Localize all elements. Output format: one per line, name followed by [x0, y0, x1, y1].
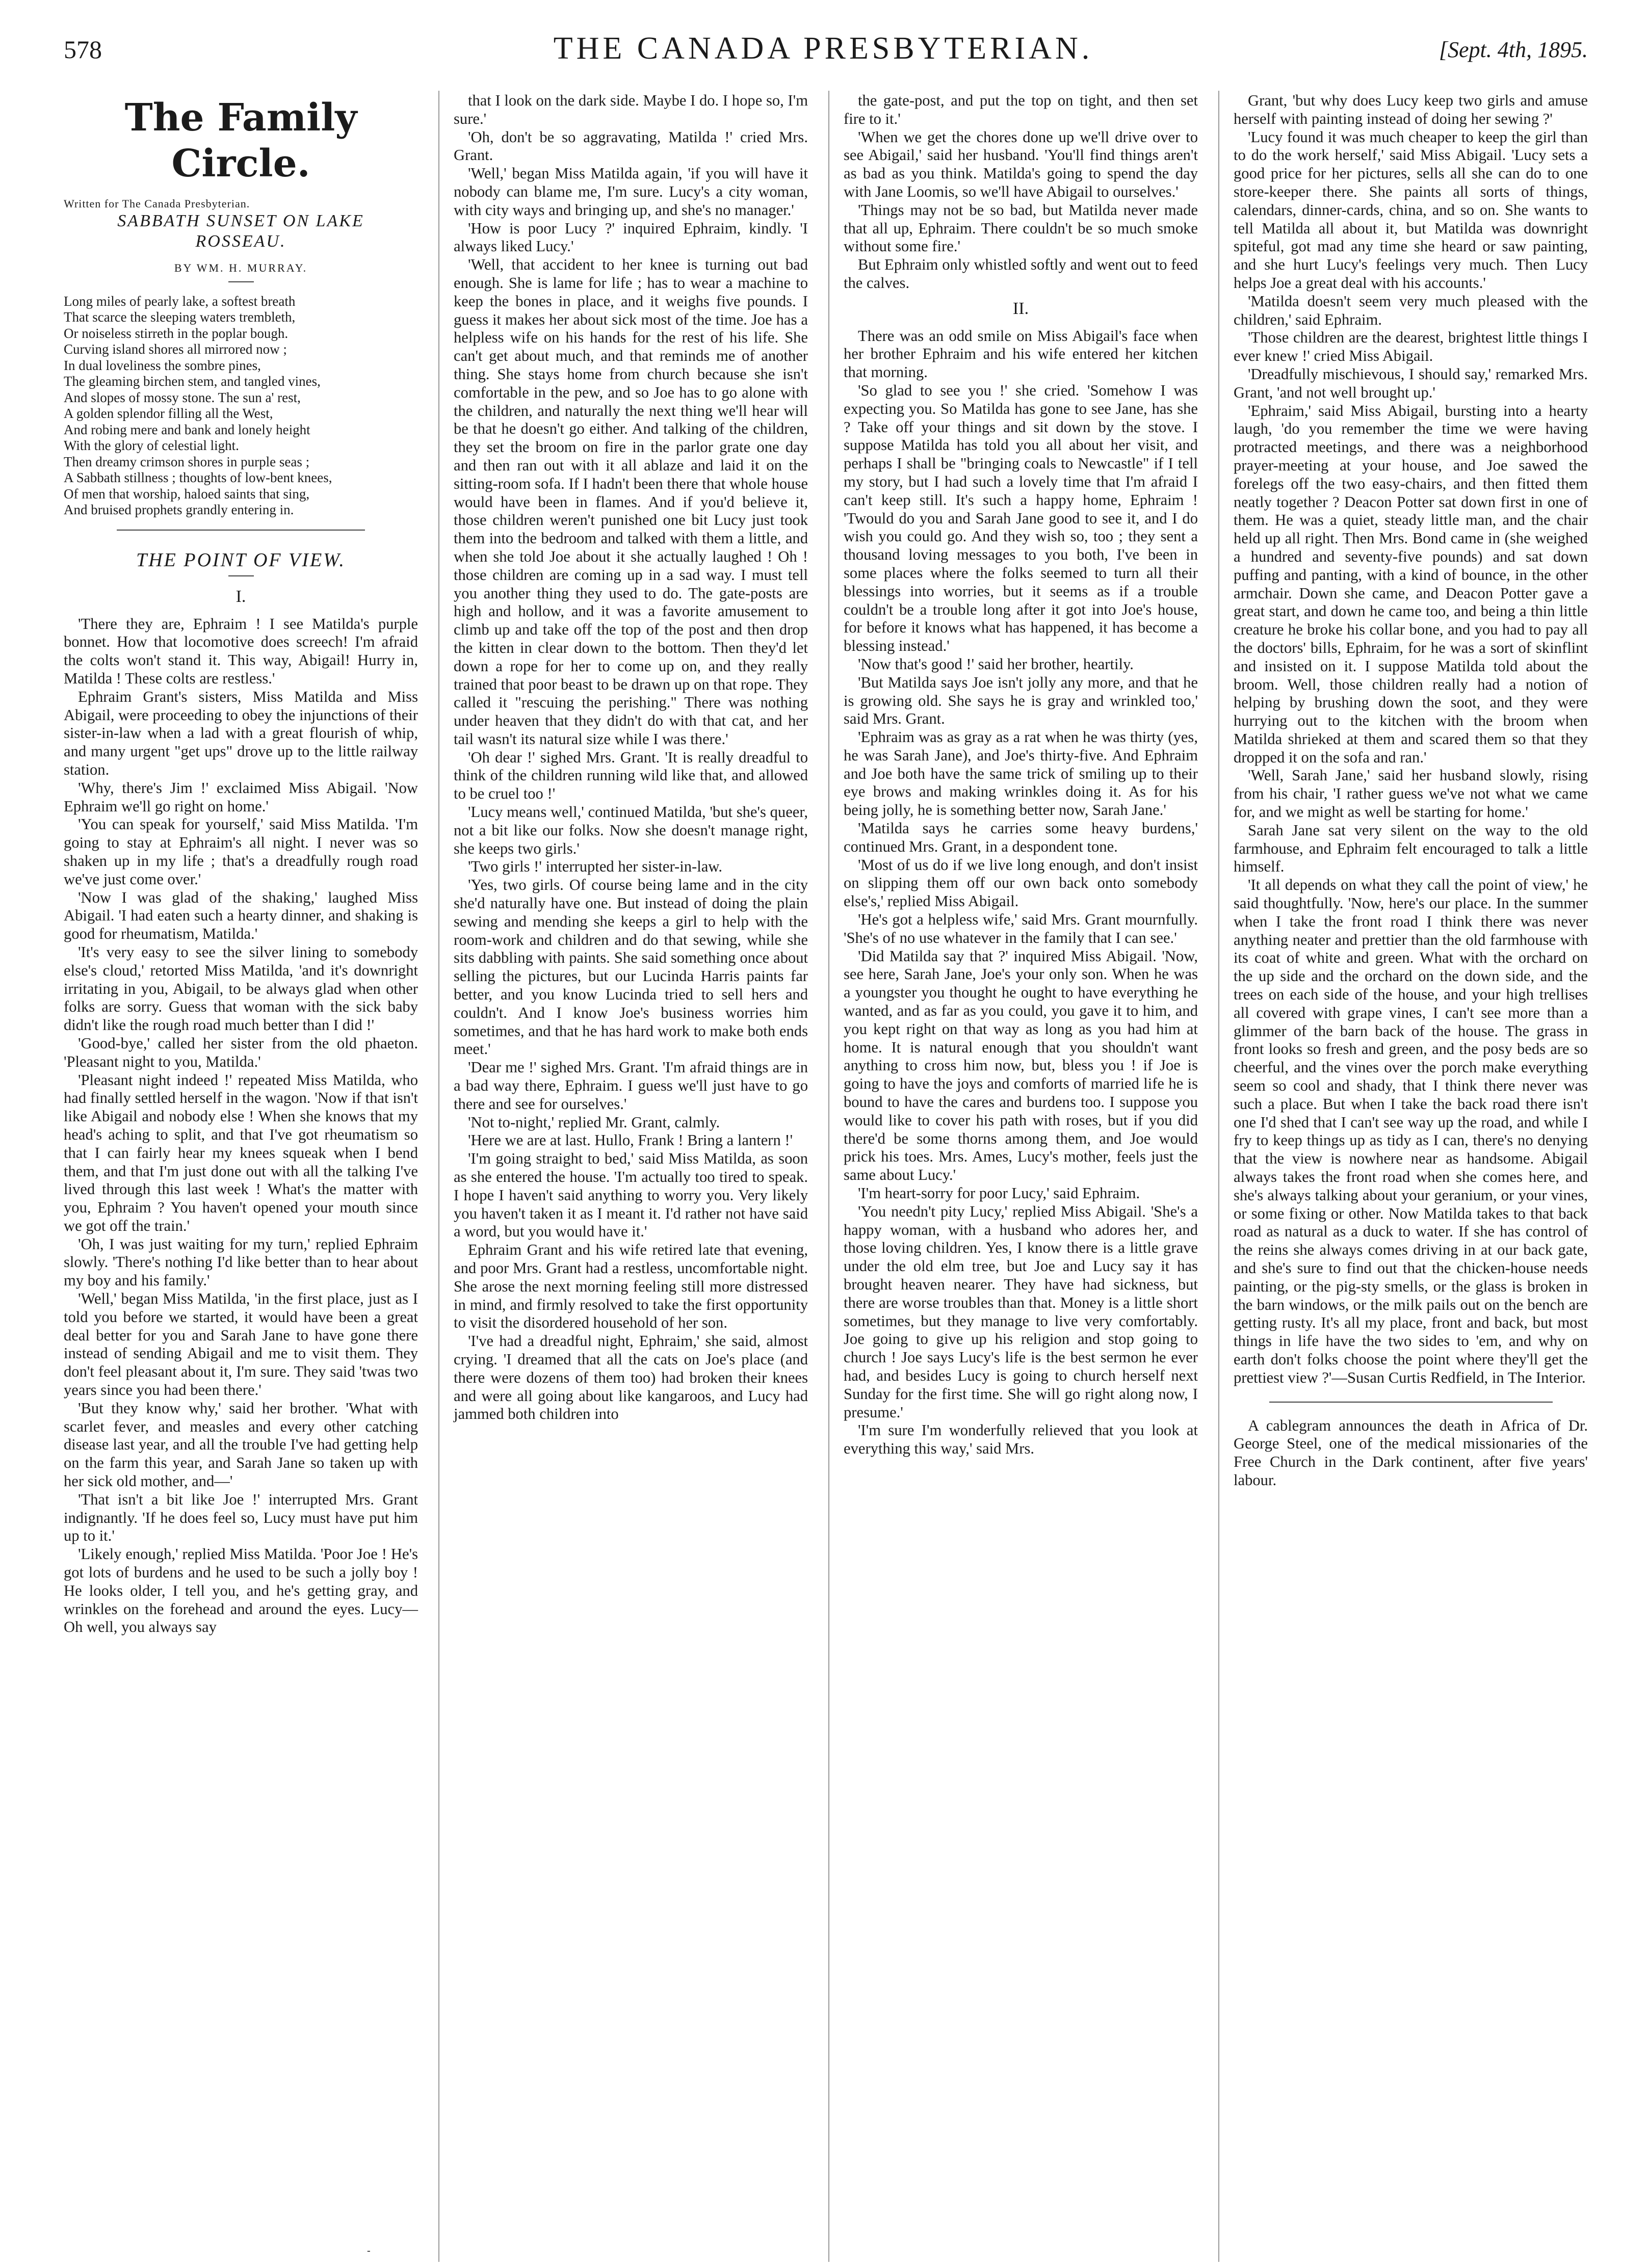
paragraph: the gate-post, and put the top on tight, and then set fire to it.': [844, 92, 1198, 127]
paragraph: 'Oh dear !' sighed Mrs. Grant. 'It is really dreadful to think of the children running wild like that, and allowed to be cruel too !': [454, 748, 808, 803]
paragraph: 'He's got a helpless wife,' said Mrs. Grant mournfully. 'She's of no use whatever in the family that I can see.': [844, 911, 1198, 946]
column-text: [844, 327, 1198, 1458]
poem-line: A Sabbath stillness ; thoughts of low-bent knees,: [64, 470, 332, 486]
paragraph: 'Yes, two girls. Of course being lame and in the city she'd naturally have one. But instead of doing the plain sewing and mending she keeps a girl to help with the room-work and children and do that sewing, while she sits dabbling with paints. She said something once about selling the pictures, but our Lucinda Harris paints far better, and you know Lucinda tried to sell hers and couldn't. And I know Joe's business worries him sometimes, and that he has hard work to make both ends meet.': [454, 876, 808, 1058]
news-note: A cablegram announces the death in Africa of Dr. George Steel, one of the medical missionaries of the Free Church in the Dark continent, after five years' labour.: [1234, 1416, 1588, 1489]
paragraph: 'Lucy means well,' continued Matilda, 'but she's queer, not a bit like our folks. Now she doesn't manage right, she keeps two girls.': [454, 803, 808, 857]
poem-line: And bruised prophets grandly entering in.: [64, 502, 294, 518]
paragraph: 'Ephraim was as gray as a rat when he was thirty (yes, he was Sarah Jane), and Joe's thirty-five. And Ephraim and Joe both have the same trick of smiling up to their eye brows and making wrinkles doing it. As for his being jolly, he is something better now, Sarah Jane.': [844, 728, 1198, 819]
paragraph: 'Ephraim,' said Miss Abigail, bursting into a hearty laugh, 'do you remember the time we were having protracted meetings, and there was a neighborhood prayer-meeting at your house, and Joe sawed the forelegs off the two easy-chairs, and then fitted them neatly together ? Deacon Potter sat down first in one of them. He was a quiet, steady little man, and the chair held up all right. Then Mrs. Bond came in (she weighed a hundred and seventy-five pounds) and sat down puffing and panting, with a kind of bounce, in the other armchair. Down she came, and Deacon Potter gave a great start, and down he came too, and being a thin little creature he broke his collar bone, and you had to pay all the doctors' bills, Ephraim, for he was a sort of skinflint and insisted on it. I suppose Matilda told about the broom. Well, those children really had a notion of helping by brushing down the soot, and they were hurrying out to the kitchen with the broom when Matilda shrieked at them and scared them so that they dropped it on the sofa and ran.': [1234, 402, 1588, 766]
paragraph: 'Well,' began Miss Matilda, 'in the first place, just as I told you before we started, it would have been a great deal better for you and Sarah Jane to have gone there instead of sending Abigail and me to visit them. They don't feel pleasant about it, I'm sure. They said 'twas two years since you had been there.': [64, 1290, 418, 1399]
page-number: 578: [64, 35, 102, 64]
paragraph: 'I'm heart-sorry for poor Lucy,' said Ephraim.: [858, 1184, 1140, 1202]
section-divider: [1269, 1402, 1553, 1403]
poem-byline: BY WM. H. MURRAY.: [174, 261, 308, 274]
story-title: THE POINT OF VIEW.: [136, 549, 346, 571]
paragraph: Sarah Jane sat very silent on the way to the old farmhouse, and Ephraim felt encouraged to talk a little himself.: [1234, 821, 1588, 876]
paragraph: Ephraim Grant's sisters, Miss Matilda and Miss Abigail, were proceeding to obey the injunctions of their sister-in-law when a lad with a great flourish of whip, and many urgent "get ups" drove up to the little railway station.: [64, 688, 418, 778]
paragraph: 'It's very easy to see the silver lining to somebody else's cloud,' retorted Miss Matilda, 'and it's downright irritating in you, Abigail, to be always glad when other folks are sorry. Guess that woman with the sick baby didn't like the rough road much better than I did !': [64, 943, 418, 1034]
paragraph: 'Well,' began Miss Matilda again, 'if you will have it nobody can blame me, I'm sure. Lucy's a city woman, with city ways and bringing up, and she's no manager.': [454, 165, 808, 219]
poem-title: SABBATH SUNSET ON LAKE: [117, 212, 364, 230]
paragraph: 'I've had a dreadful night, Ephraim,' she said, almost crying. 'I dreamed that all the cats on Joe's place (and there were dozens of them too) had broken their knees and were all going about like kangaroos, and Lucy had jammed both children into: [454, 1332, 808, 1423]
paragraph: 'Matilda says he carries some heavy burdens,' continued Mrs. Grant, in a despondent tone.: [844, 820, 1198, 855]
paragraph: 'Pleasant night indeed !' repeated Miss Matilda, who had finally settled herself in the wagon. 'Now if that isn't like Abigail and nobody else ! When she knows that my head's aching to split, and that I've got rheumatism so that I can fairly hear my knees squeak when I bend them, and that I'm just done out with all the talking I've lived through this last week ! What's the matter with you, Ephraim ? You haven't opened your mouth since we got off the train.': [64, 1071, 418, 1234]
paragraph: 'I'm going straight to bed,' said Miss Matilda, as soon as she entered the house. 'I'm actually too tired to speak. I hope I haven't said anything to worry you. Very likely you haven't taken it as I meant it. I'd rather not have said a word, but you would have it.': [454, 1150, 808, 1241]
paragraph: 'Well, that accident to her knee is turning out bad enough. She is lame for life ; has to wear a machine to keep the bones in place, and it weighs five pounds. I guess it makes her about sick most of the time. Joe has a helpless wife on his hands for the rest of his life. She can't get about much, and that reminds me of another thing. She stays home from church because she isn't comfortable in the pew, and so Joe has to go alone with the children, and naturally the next thing we'll hear will be that he doesn't go either. And talking of the children, they set the broom on fire in the parlor grate one day and then ran out with it all ablaze and laid it on the sitting-room sofa. If I hadn't been there that whole house would have been in flames. And if you'd believe it, those children weren't punished one bit Lucy just took them into the bedroom and talked with them a little, and when she told Joe about it she actually laughed ! Oh ! those children are coming up in a sad way. I must tell you another thing they used to do. The gate-posts are high and hollow, and it was a favorite amusement to climb up and take off the top of the post and then drop the kitten in clear down to the bottom. Then they'd let down a rope for her to come up on, and they really trained that poor beast to be drawn up on that rope. They called it "rescuing the perishing." There was nothing under heaven that they didn't do with that cat, and her tail wasn't its natural size while I was there.': [454, 256, 808, 748]
column-rule: [1218, 91, 1219, 2262]
column-text: [1234, 92, 1588, 1387]
section-number: II.: [1012, 299, 1029, 318]
paragraph: 'Here we are at last. Hullo, Frank ! Bring a lantern !': [468, 1131, 793, 1149]
paragraph: 'That isn't a bit like Joe !' interrupted Mrs. Grant indignantly. 'If he does feel so, Lucy must have put him up to it.': [64, 1490, 418, 1545]
paragraph: 'Dear me !' sighed Mrs. Grant. 'I'm afraid things are in a bad way there, Ephraim. I guess we'll just have to go there and see for ourselves.': [454, 1059, 808, 1113]
poem-line: And robing mere and bank and lonely height: [64, 421, 310, 437]
poem-line: Of men that worship, haloed saints that sing,: [64, 486, 310, 502]
paragraph: 'Oh, don't be so aggravating, Matilda !' cried Mrs. Grant.: [454, 128, 808, 164]
paragraph: 'Oh, I was just waiting for my turn,' replied Ephraim slowly. 'There's nothing I'd like better than to hear about my boy and his family.': [64, 1235, 418, 1289]
poem-title: ROSSEAU.: [195, 232, 286, 251]
column-text: [844, 92, 1198, 293]
paragraph: 'You can speak for yourself,' said Miss Matilda. 'I'm going to stay at Ephraim's all night. I never was so shaken up in my life ; that's a dreadfully rough road we've just come over.': [64, 815, 418, 888]
paragraph: 'Not to-night,' replied Mr. Grant, calmly.: [468, 1113, 720, 1131]
poem-line: With the glory of celestial light.: [64, 438, 239, 454]
paragraph: 'But they know why,' said her brother. 'What with scarlet fever, and measles and every other catching disease last year, and all the trouble I've had getting help on the farm this year, and Sarah Jane so taken up with her sick old mother, and—': [64, 1399, 418, 1490]
column-rule: [438, 91, 439, 2262]
paragraph: 'Two girls !' interrupted her sister-in-law.: [468, 858, 723, 876]
paragraph: 'Matilda doesn't seem very much pleased with the children,' said Ephraim.: [1234, 292, 1588, 328]
section-heading: The Family Circle.: [124, 96, 357, 186]
paragraph: 'Now I was glad of the shaking,' laughed Miss Abigail. 'I had eaten such a hearty dinner, and shaking is good for rheumatism, Matilda.': [64, 888, 418, 943]
poem-line: The gleaming birchen stem, and tangled vines,: [64, 374, 321, 389]
poem-line: A golden splendor filling all the West,: [64, 406, 273, 421]
poem-line: Long miles of pearly lake, a softest breath: [64, 293, 296, 309]
poem-line: And slopes of mossy stone. The sun a' rest,: [64, 389, 301, 405]
paragraph: 'Dreadfully mischievous, I should say,' remarked Mrs. Grant, 'and not well brought up.': [1234, 365, 1588, 401]
column-text: [454, 92, 808, 1423]
paragraph: 'Those children are the dearest, brightest little things I ever knew !' cried Miss Abigail.: [1234, 329, 1588, 365]
issue-date: [Sept. 4th, 1895.: [1438, 37, 1588, 62]
column-3: [844, 92, 1198, 1458]
paragraph: 'Now that's good !' said her brother, heartily.: [858, 655, 1134, 673]
paragraph: But Ephraim only whistled softly and went out to feed the calves.: [844, 256, 1198, 292]
footer-mark: -: [367, 2245, 371, 2256]
paragraph: 'Likely enough,' replied Miss Matilda. 'Poor Joe ! He's got lots of burdens and he used to be such a jolly boy ! He looks older, I tell you, and he's getting gray, and wrinkles on the forehead and around the eyes. Lucy—Oh well, you always say: [64, 1545, 418, 1636]
paragraph: 'So glad to see you !' she cried. 'Somehow I was expecting you. So Matilda has gone to see Jane, has she ? Take off your things and sit down by the stove. I suppose Matilda has told you all about her visit, and perhaps I shall be "bringing coals to Newcastle" if I tell my story, but I had such a lovely time that I'm afraid I can't keep still. It's such a happy home, Ephraim ! 'Twould do you and Sarah Jane good to see it, and I do wish you could go. And they wish so, too ; they sent a thousand loving messages to you both, I've been in some places where the folks seemed to turn all their blessings into worries, but it seems as if a trouble couldn't be a trouble long after it got into Joe's house, for before it knows what has happened, it has become a blessing instead.': [844, 381, 1198, 655]
column-2: [454, 92, 808, 1423]
paragraph: There was an odd smile on Miss Abigail's face when her brother Ephraim and his wife entered her kitchen that morning.: [844, 327, 1198, 381]
poem-line: Curving island shores all mirrored now ;: [64, 341, 287, 357]
paragraph: 'Things may not be so bad, but Matilda never made that all up, Ephraim. There couldn't be so much smoke without some fire.': [844, 201, 1198, 255]
paragraph: 'There they are, Ephraim ! I see Matilda's purple bonnet. How that locomotive does screech! I'm afraid the colts won't stand it. This way, Abigail! Hurry in, Matilda ! These colts are restless.': [64, 615, 418, 687]
paragraph: 'But Matilda says Joe isn't jolly any more, and that he is growing old. She says he is gray and wrinkled too,' said Mrs. Grant.: [844, 673, 1198, 728]
poem-line: Then dreamy crimson shores in purple seas ;: [64, 454, 310, 469]
column-rule: [828, 91, 829, 2262]
column-text: [64, 615, 418, 1637]
section-divider: [117, 530, 365, 531]
column-4: [1234, 92, 1588, 1490]
paragraph: 'Why, there's Jim !' exclaimed Miss Abigail. 'Now Ephraim we'll go right on home.': [64, 779, 418, 815]
poem-line: Or noiseless stirreth in the poplar bough.: [64, 325, 289, 341]
paragraph: 'Good-bye,' called her sister from the old phaeton. 'Pleasant night to you, Matilda.': [64, 1034, 418, 1070]
short-rule: [228, 575, 254, 576]
paragraph: 'It all depends on what they call the point of view,' he said thoughtfully. 'Now, here's our place. In the summer when I take the front road I think there was never anything neater and prettier than the old farmhouse with its coat of white and green. What with the orchard on the up side and the orchard on the down side, and the trees on each side of the house, and your high trellises all covered with grape vines, I can't see more than a glimmer of the barn back of the house. The grass in front looks so fresh and green, and the posy beds are so cheerful, and the vines over the porch make everything seem so cool and shady, that I think there never was such a place. But when I take the back road there isn't one I'd shed that I can't see way up the road, and while I fry to keep things up as tidy as I can, there's no denying that the view is nowhere near as handsome. Abigail always takes the front road when she comes here, and she's always talking about your geranium, or your vines, or some fixing or other. Now Matilda takes to that back road as natural as a duck to water. If she has control of the reins she always comes driving in at our back gate, and she's sure to find out that the chicken-house needs painting, or the pig-sty smells, or the glass is broken in the barn windows, or the milk pails out on the bench are getting rusty. It's all my place, front and back, but most things in life have the two sides to 'em, and why on earth don't folks choose the point where they'll get the prettiest view ?'—Susan Curtis Redfield, in The Interior.: [1234, 876, 1588, 1386]
paragraph: 'How is poor Lucy ?' inquired Ephraim, kindly. 'I always liked Lucy.': [454, 219, 808, 255]
paragraph: 'Well, Sarah Jane,' said her husband slowly, rising from his chair, 'I rather guess we've not what we came for, and we might as well be starting for home.': [1234, 767, 1588, 821]
paragraph: 'You needn't pity Lucy,' replied Miss Abigail. 'She's a happy woman, with a husband who adores her, and those loving children. Yes, I know there is a little grave under the old elm tree, but Joe and Lucy say it has brought heaven nearer. They have had sickness, but there are worse troubles than that. Money is a little short sometimes, but they manage to live very comfortably. Joe going to give up his religion and stop going to church ! Joe says Lucy's life is the best sermon he ever had, and besides Lucy is going to church herself next Sunday for the first time. She will go right along now, I presume.': [844, 1202, 1198, 1421]
paragraph: that I look on the dark side. Maybe I do. I hope so, I'm sure.': [454, 92, 808, 127]
paragraph: 'When we get the chores done up we'll drive over to see Abigail,' said her husband. 'You'll find things aren't as bad as you think. Matilda's going to spend the day with Jane Loomis, so we'll have Abigail to ourselves.': [844, 128, 1198, 200]
short-rule: [228, 281, 254, 282]
poem-line: In dual loveliness the sombre pines,: [64, 357, 261, 373]
column-1: [64, 92, 418, 1637]
section-number: I.: [236, 587, 246, 606]
page-header: [59, 31, 1588, 71]
paragraph: 'Most of us do if we live long enough, and don't insist on slipping them off our own back onto somebody else's,' replied Miss Abigail.: [844, 856, 1198, 910]
paragraph: 'Lucy found it was much cheaper to keep the girl than to do the work herself,' said Miss Abigail. 'Lucy sets a good price for her pictures, sells all she can do to one store-keeper there. She paints all sorts of things, calendars, dinner-cards, china, and so on. She wants to tell Matilda all about it, but Matilda was downright spiteful, got mad any time she heard or saw painting, and she hurt Lucy's feelings very much. Then Lucy helps Joe a great deal with his accounts.': [1234, 128, 1588, 292]
poem-line: That scarce the sleeping waters trembleth,: [64, 309, 296, 325]
paragraph: Ephraim Grant and his wife retired late that evening, and poor Mrs. Grant had a restless, uncomfortable night. She arose the next morning feeling still more distressed in mind, and firmly resolved to take the first opportunity to visit the disordered household of her son.: [454, 1241, 808, 1332]
poem-body: [64, 294, 418, 518]
paragraph: 'I'm sure I'm wonderfully relieved that you look at everything this way,' said Mrs.: [844, 1421, 1198, 1458]
paragraph: 'Did Matilda say that ?' inquired Miss Abigail. 'Now, see here, Sarah Jane, Joe's your only son. When he was a youngster you thought he ought to have everything he wanted, and as far as you could, you gave it to him, and you kept right on that way as long as you had him at home. It is natural enough that you shouldn't want anything to cross him now, but, bless you ! if Joe is going to have the joys and comforts of married life he is bound to have the cares and burdens too. I suppose you would like to cover his path with roses, but if you did there'd be some thorns among them, and Joe would prick his toes. Mrs. Ames, Lucy's mother, feels just the same about Lucy.': [844, 947, 1198, 1184]
written-for-note: Written for The Canada Presbyterian.: [64, 197, 250, 210]
paragraph: Grant, 'but why does Lucy keep two girls and amuse herself with painting instead of doing her sewing ?': [1234, 92, 1588, 127]
publication-title: THE CANADA PRESBYTERIAN.: [553, 31, 1093, 66]
